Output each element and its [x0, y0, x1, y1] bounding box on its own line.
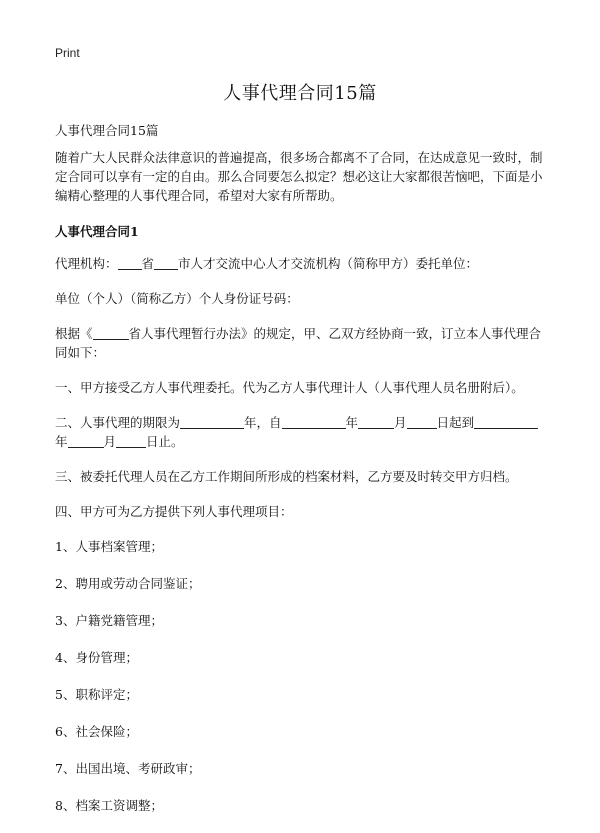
document-subtitle: 人事代理合同15篇 — [55, 123, 159, 138]
end-month-blank — [68, 433, 104, 448]
clause-1: 一、甲方接受乙方人事代理委托。代为乙方人事代理计人（人事代理人员名册附后）。 — [55, 380, 524, 395]
agency-prefix: 代理机构： — [55, 256, 118, 271]
province-blank — [118, 255, 142, 270]
clause-2-text: 日起到 — [436, 415, 475, 430]
clause-4: 四、甲方可为乙方提供下列人事代理项目： — [55, 504, 293, 519]
start-year-blank — [282, 414, 346, 429]
document-body — [55, 121, 550, 833]
clause-2-text: 年 — [55, 434, 68, 449]
term-years-blank — [180, 414, 244, 429]
list-item: 1、人事档案管理； — [55, 539, 163, 554]
end-day-blank — [116, 433, 146, 448]
list-item: 4、身份管理； — [55, 650, 138, 665]
intro-paragraph: 随着广大人民群众法律意识的普遍提高，很多场合都离不了合同，在达成意见一致时，制定合同可以享有一定的自由。那么合同要怎么拟定？想必这让大家都很苦恼吧，下面是小编精心整理的人事代理合同，希望对大家有所帮助。 — [55, 150, 543, 203]
clause-2-text: 月 — [394, 415, 407, 430]
clause-2-text: 二、人事代理的期限为 — [55, 415, 181, 430]
agency-province: 省 — [141, 256, 155, 271]
clause-2-text: 年 — [345, 415, 359, 430]
clause-3: 三、被委托代理人员在乙方工作期间所形成的档案材料，乙方要及时转交甲方归档。 — [55, 469, 518, 484]
clause-2-text: 日止。 — [146, 434, 184, 449]
list-item: 2、聘用或劳动合同鉴证； — [55, 576, 201, 591]
unit-line: 单位（个人）（简称乙方）个人身份证号码： — [55, 291, 299, 306]
print-label[interactable]: Print — [55, 46, 80, 60]
list-item: 8、档案工资调整； — [55, 798, 163, 813]
agency-suffix: 市人才交流中心人才交流机构（简称甲方）委托单位： — [178, 256, 479, 271]
list-item: 3、户籍党籍管理； — [55, 613, 163, 628]
list-item: 6、社会保险； — [55, 724, 138, 739]
clause-2-text: 年，自 — [244, 415, 282, 430]
basis-line — [55, 324, 550, 362]
basis-province-blank — [93, 325, 129, 340]
basis-suffix: 省人事代理暂行办法》的规定，甲、乙双方经协商一致，订立本人事代理合同如下： — [55, 326, 542, 360]
agency-line — [55, 254, 550, 273]
list-item: 5、职称评定； — [55, 687, 138, 702]
basis-prefix: 根据《 — [55, 326, 93, 341]
section-heading: 人事代理合同1 — [55, 224, 139, 239]
city-blank — [154, 255, 178, 270]
list-item: 7、出国出境、考研政审； — [55, 761, 201, 776]
start-day-blank — [407, 414, 437, 429]
clause-2-text: 月 — [103, 434, 117, 449]
document-title: 人事代理合同15篇 — [223, 83, 377, 104]
end-year-blank — [474, 414, 538, 429]
start-month-blank — [358, 414, 394, 429]
clause-2 — [55, 413, 550, 451]
